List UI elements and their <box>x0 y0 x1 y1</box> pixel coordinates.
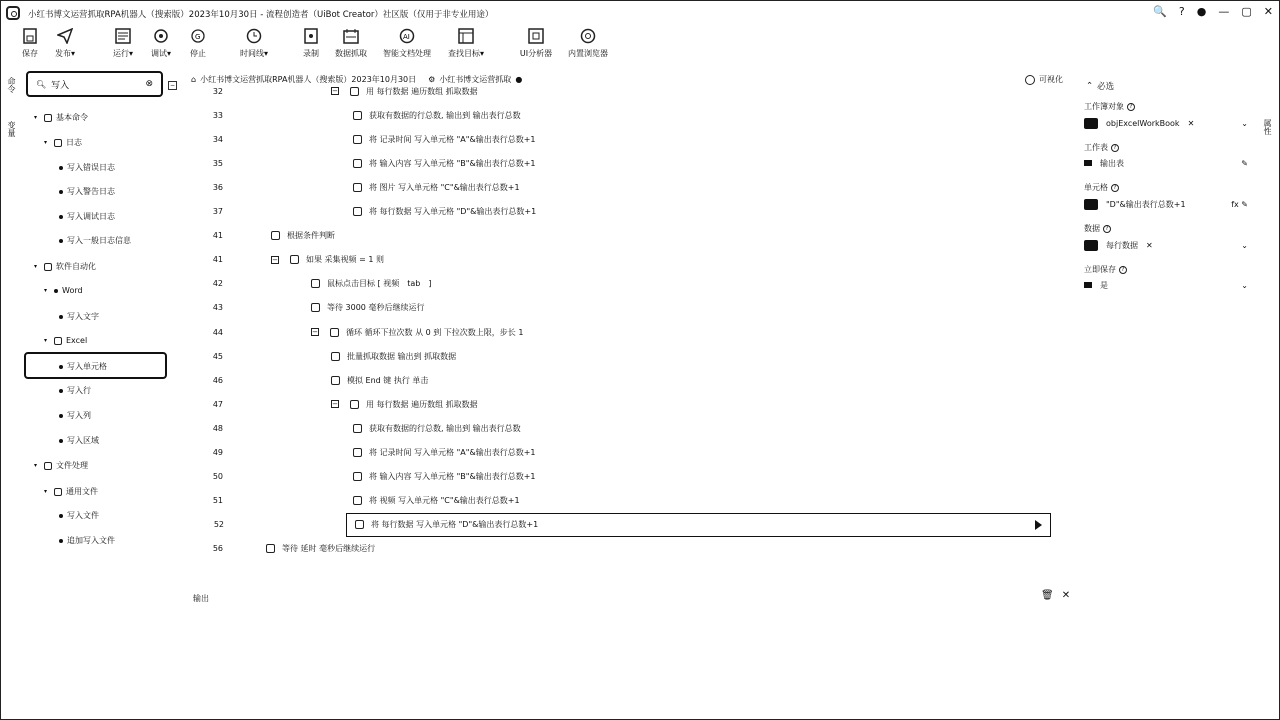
maximize-button[interactable]: ▢ <box>1241 5 1252 18</box>
command-icon <box>311 279 320 288</box>
file-icon <box>44 462 52 470</box>
browser-button[interactable] <box>563 27 613 59</box>
code-line[interactable] <box>181 224 1071 248</box>
prop-label-save-now: 立即保存 ? <box>1084 264 1127 275</box>
command-icon <box>353 159 362 168</box>
record-icon <box>302 27 320 45</box>
tree-leaf-write-cell[interactable]: 写入单元格 <box>59 361 107 372</box>
code-line-text: 等待 3000 毫秒后继续运行 <box>327 303 425 313</box>
code-line[interactable] <box>181 344 1071 368</box>
code-line[interactable] <box>181 416 1071 440</box>
code-line[interactable] <box>181 465 1071 489</box>
rail-tab-properties[interactable]: 属性 <box>1263 119 1272 135</box>
timeline-label: 时间线▾ <box>239 49 268 58</box>
line-number: 51 <box>212 496 223 506</box>
gear-icon: ⚙ <box>428 75 436 84</box>
line-number: 33 <box>212 110 223 120</box>
find-target-button[interactable] <box>441 27 491 59</box>
tree-leaf-write-text[interactable]: 写入文字 <box>59 311 99 322</box>
command-icon <box>353 448 362 457</box>
close-button[interactable]: ✕ <box>1263 5 1273 18</box>
record-label: 录制 <box>303 49 319 58</box>
prop-value-workbook[interactable]: objExcelWorkBook ✕ ⌄ <box>1084 115 1252 131</box>
code-line[interactable] <box>181 272 1071 296</box>
code-line-text: 获取有数据的行总数, 输出到 输出表行总数 <box>369 423 521 433</box>
stop-button[interactable] <box>173 27 223 59</box>
line-number: 48 <box>212 423 223 433</box>
code-line-text: 获取有数据的行总数, 输出到 输出表行总数 <box>369 110 521 120</box>
line-number: 42 <box>212 279 223 289</box>
formula-icon: fx ✎ <box>1231 199 1248 209</box>
variable-icon <box>1084 118 1098 129</box>
code-line[interactable] <box>181 392 1071 416</box>
tree-node-general-file[interactable]: ▾ 通用文件 <box>44 487 98 496</box>
run-icon <box>114 27 132 45</box>
command-icon <box>353 472 362 481</box>
command-icon <box>290 255 299 264</box>
svg-text:G: G <box>195 33 201 41</box>
code-line-text: 模拟 End 键 执行 单击 <box>347 375 429 385</box>
code-line[interactable] <box>181 175 1071 199</box>
tree-node-file-processing[interactable]: ▾ 文件处理 <box>34 461 88 470</box>
command-icon <box>353 183 362 192</box>
save-label: 保存 <box>22 49 38 58</box>
line-number: 44 <box>212 327 223 337</box>
edit-icon: ✎ <box>1241 158 1248 168</box>
prop-label-data: 数据 ? <box>1084 223 1111 234</box>
command-icon <box>311 303 320 312</box>
stop-label: 停止 <box>190 49 206 58</box>
breadcrumb-block[interactable]: 小红书博文运营抓取 <box>439 75 512 84</box>
chevron-down-icon: ⌄ <box>1241 280 1248 290</box>
help-icon: ? <box>1119 266 1127 274</box>
trash-icon[interactable]: 🗑 <box>1041 590 1054 601</box>
svg-text:AI: AI <box>403 33 410 41</box>
tree-leaf-write-error-log[interactable]: 写入错误日志 <box>59 162 115 173</box>
file-icon <box>54 488 62 496</box>
help-icon: ? <box>1111 144 1119 152</box>
prop-label-workbook: 工作簿对象 ? <box>1084 101 1135 112</box>
code-line-text: 将 每行数据 写入单元格 "D"&输出表行总数+1 <box>371 520 539 530</box>
code-line-text: 等待 延时 毫秒后继续运行 <box>282 544 376 554</box>
code-line[interactable] <box>181 79 1071 103</box>
line-number: 41 <box>212 231 223 241</box>
command-icon <box>353 135 362 144</box>
chevron-down-icon: ⌄ <box>1241 118 1248 128</box>
code-line-text: 将 每行数据 写入单元格 "D"&输出表行总数+1 <box>369 207 537 216</box>
code-line-text: 如果 采集视频 = 1 则 <box>306 255 384 265</box>
line-number: 41 <box>212 255 223 265</box>
code-line[interactable] <box>181 200 1071 224</box>
save-icon <box>21 27 39 45</box>
minimize-button[interactable]: — <box>1218 5 1230 18</box>
prop-value-data[interactable]: 每行数据 ✕ ⌄ <box>1084 237 1252 253</box>
toolbar <box>1 27 1280 67</box>
excel-icon <box>54 337 62 345</box>
ui-analyzer-label: UI分析器 <box>519 49 553 58</box>
fold-toggle-icon[interactable]: − <box>312 328 318 336</box>
code-line[interactable] <box>181 103 1071 127</box>
code-line-text: 用 每行数据 遍历数组 抓取数据 <box>366 399 478 409</box>
command-search <box>26 71 163 97</box>
modified-dot: ● <box>515 75 523 84</box>
code-line-text: 将 输入内容 写入单元格 "B"&输出表行总数+1 <box>369 472 536 482</box>
tree-leaf-write-column[interactable]: 写入列 <box>59 410 91 421</box>
code-line-text: 批量抓取数据 输出到 抓取数据 <box>347 351 457 361</box>
data-scrape-button[interactable] <box>326 27 376 59</box>
publish-icon <box>56 27 74 45</box>
search-icon[interactable]: 🔍 <box>1153 5 1167 18</box>
command-icon <box>350 87 359 96</box>
line-number: 35 <box>212 158 223 168</box>
code-line-text: 将 记录时间 写入单元格 "A"&输出表行总数+1 <box>369 134 536 144</box>
collapse-tree-icon[interactable]: − <box>169 82 176 89</box>
rail-tab-commands[interactable]: 命令 <box>7 77 16 93</box>
app-logo-icon <box>6 6 20 20</box>
command-icon <box>271 231 280 240</box>
find-target-icon <box>457 27 475 45</box>
tree-node-word[interactable]: ▾ Word <box>44 286 83 295</box>
command-icon <box>331 352 340 361</box>
clear-search-icon[interactable]: ⊗ <box>145 79 153 89</box>
line-number: 50 <box>212 472 223 482</box>
output-actions <box>1041 590 1070 601</box>
debug-label: 调试▾ <box>150 49 171 58</box>
command-icon <box>353 111 362 120</box>
account-icon[interactable]: ● <box>1196 5 1207 18</box>
code-line-text: 用 每行数据 遍历数组 抓取数据 <box>366 86 478 96</box>
expression-icon <box>1084 199 1098 210</box>
visual-toggle[interactable]: 可视化 <box>1025 74 1063 85</box>
tree-node-basic-commands[interactable]: ▾ 基本命令 <box>34 113 88 122</box>
code-line[interactable] <box>181 489 1071 513</box>
browser-icon <box>579 27 597 45</box>
tree-leaf-write-debug-log[interactable]: 写入调试日志 <box>59 211 115 222</box>
line-number: 43 <box>212 303 223 313</box>
tree-leaf-write-info-log[interactable]: 写入一般日志信息 <box>59 235 131 246</box>
search-icon: 🔍︎ <box>36 79 47 89</box>
ai-document-icon <box>398 27 416 45</box>
fold-toggle-icon[interactable]: − <box>332 87 338 95</box>
code-line-text: 根据条件判断 <box>287 231 335 241</box>
clock-icon <box>245 27 263 45</box>
code-line[interactable] <box>181 441 1071 465</box>
line-number: 36 <box>212 182 223 192</box>
run-line-icon[interactable] <box>1035 520 1042 530</box>
line-number: 46 <box>212 375 223 385</box>
line-number: 47 <box>212 399 223 409</box>
ai-document-label: 智能文档处理 <box>383 49 431 58</box>
chevron-down-icon: ⌄ <box>1241 240 1248 250</box>
tree-node-log[interactable]: ▾ 日志 <box>44 138 82 147</box>
left-rail <box>1 71 21 720</box>
code-line[interactable] <box>181 248 1071 272</box>
search-input[interactable] <box>51 79 141 89</box>
close-icon[interactable]: ✕ <box>1061 590 1071 601</box>
debug-icon <box>152 27 170 45</box>
prop-label-cell: 单元格 ? <box>1084 182 1119 193</box>
folder-icon <box>44 114 52 122</box>
boolean-icon <box>1084 282 1092 288</box>
code-line-text: 将 图片 写入单元格 "C"&输出表行总数+1 <box>369 182 520 192</box>
command-icon <box>353 207 362 216</box>
line-number: 49 <box>212 448 223 457</box>
folder-icon <box>44 263 52 271</box>
code-line-text: 鼠标点击目标 [ 视频 tab ] <box>327 279 432 289</box>
code-line-text: 将 输入内容 写入单元格 "B"&输出表行总数+1 <box>369 158 536 168</box>
code-line[interactable] <box>181 320 1071 344</box>
prop-value-cell[interactable]: "D"&输出表行总数+1 fx ✎ <box>1084 196 1252 212</box>
line-number: 37 <box>212 207 223 216</box>
prop-value-save-now[interactable]: 是 ⌄ <box>1084 277 1252 293</box>
help-icon[interactable]: ? <box>1178 5 1185 18</box>
data-scrape-icon <box>342 27 360 45</box>
find-target-label: 查找目标▾ <box>447 49 484 58</box>
highlight-frame <box>24 352 167 379</box>
run-label: 运行▾ <box>112 49 133 58</box>
code-line[interactable] <box>181 296 1071 320</box>
tree-leaf-write-row[interactable]: 写入行 <box>59 385 91 396</box>
code-line[interactable] <box>181 537 1071 561</box>
browser-label: 内置浏览器 <box>568 49 608 58</box>
stop-icon <box>189 27 207 45</box>
tree-node-excel[interactable]: ▾ Excel <box>44 336 88 345</box>
prop-label-sheet: 工作表 ? <box>1084 142 1119 153</box>
help-icon: ? <box>1127 103 1135 111</box>
code-line[interactable] <box>213 513 1051 537</box>
code-line-text: 将 记录时间 写入单元格 "A"&输出表行总数+1 <box>369 448 536 457</box>
code-line[interactable] <box>181 368 1071 392</box>
window-title: 小红书博文运营抓取RPA机器人（搜索版）2023年10月30日 - 流程创造者（UiBot Creator）社区版（仅用于非专业用途） <box>28 10 494 20</box>
tree-leaf-write-range[interactable]: 写入区域 <box>59 435 99 446</box>
code-line-text: 将 视频 写入单元格 "C"&输出表行总数+1 <box>369 496 520 506</box>
line-number: 34 <box>212 134 223 144</box>
string-icon <box>1084 160 1092 166</box>
breadcrumb-flow[interactable]: 小红书博文运营抓取RPA机器人（搜索版）2023年10月30日 <box>200 75 417 84</box>
required-section-header[interactable]: ⌃ 必选 <box>1086 81 1115 92</box>
line-number: 45 <box>212 351 223 361</box>
command-icon <box>330 328 339 337</box>
command-icon <box>353 496 362 505</box>
timeline-button[interactable] <box>229 27 279 59</box>
tree-leaf-write-warning-log[interactable]: 写入警告日志 <box>59 186 115 197</box>
rail-tab-variables[interactable]: 变量 <box>7 121 16 137</box>
command-icon <box>350 400 359 409</box>
help-icon: ? <box>1111 184 1119 192</box>
publish-label: 发布▾ <box>54 49 75 58</box>
home-icon: ⌂ <box>191 75 197 84</box>
tree-leaf-write-file[interactable]: 写入文件 <box>59 510 99 521</box>
prop-value-sheet[interactable]: 输出表 ✎ <box>1084 155 1252 171</box>
ui-analyzer-icon <box>527 27 545 45</box>
command-icon <box>353 424 362 433</box>
variable-icon <box>1084 240 1098 251</box>
help-icon: ? <box>1103 225 1111 233</box>
tree-node-software-automation[interactable]: ▾ 软件自动化 <box>34 262 96 271</box>
line-number: 32 <box>212 86 223 96</box>
fold-toggle-icon[interactable]: − <box>272 255 278 264</box>
publish-button[interactable] <box>40 27 90 59</box>
command-icon <box>331 376 340 385</box>
ui-analyzer-button[interactable] <box>511 27 561 59</box>
command-icon <box>266 544 275 553</box>
folder-icon <box>54 139 62 147</box>
line-number: 56 <box>212 544 223 554</box>
code-line[interactable] <box>181 151 1071 175</box>
tree-leaf-append-file[interactable]: 追加写入文件 <box>59 535 115 546</box>
line-number: 52 <box>213 520 224 530</box>
ai-document-button[interactable] <box>382 27 432 59</box>
data-scrape-label: 数据抓取 <box>335 49 367 58</box>
output-panel-title: 输出 <box>193 594 209 603</box>
command-icon <box>355 520 364 529</box>
title-bar <box>1 1 1280 25</box>
code-line-text: 循环 循环下拉次数 从 0 到 下拉次数上限，步长 1 <box>346 327 524 337</box>
window-controls <box>1153 5 1273 18</box>
fold-toggle-icon[interactable]: − <box>332 400 338 409</box>
code-line[interactable] <box>181 127 1071 151</box>
